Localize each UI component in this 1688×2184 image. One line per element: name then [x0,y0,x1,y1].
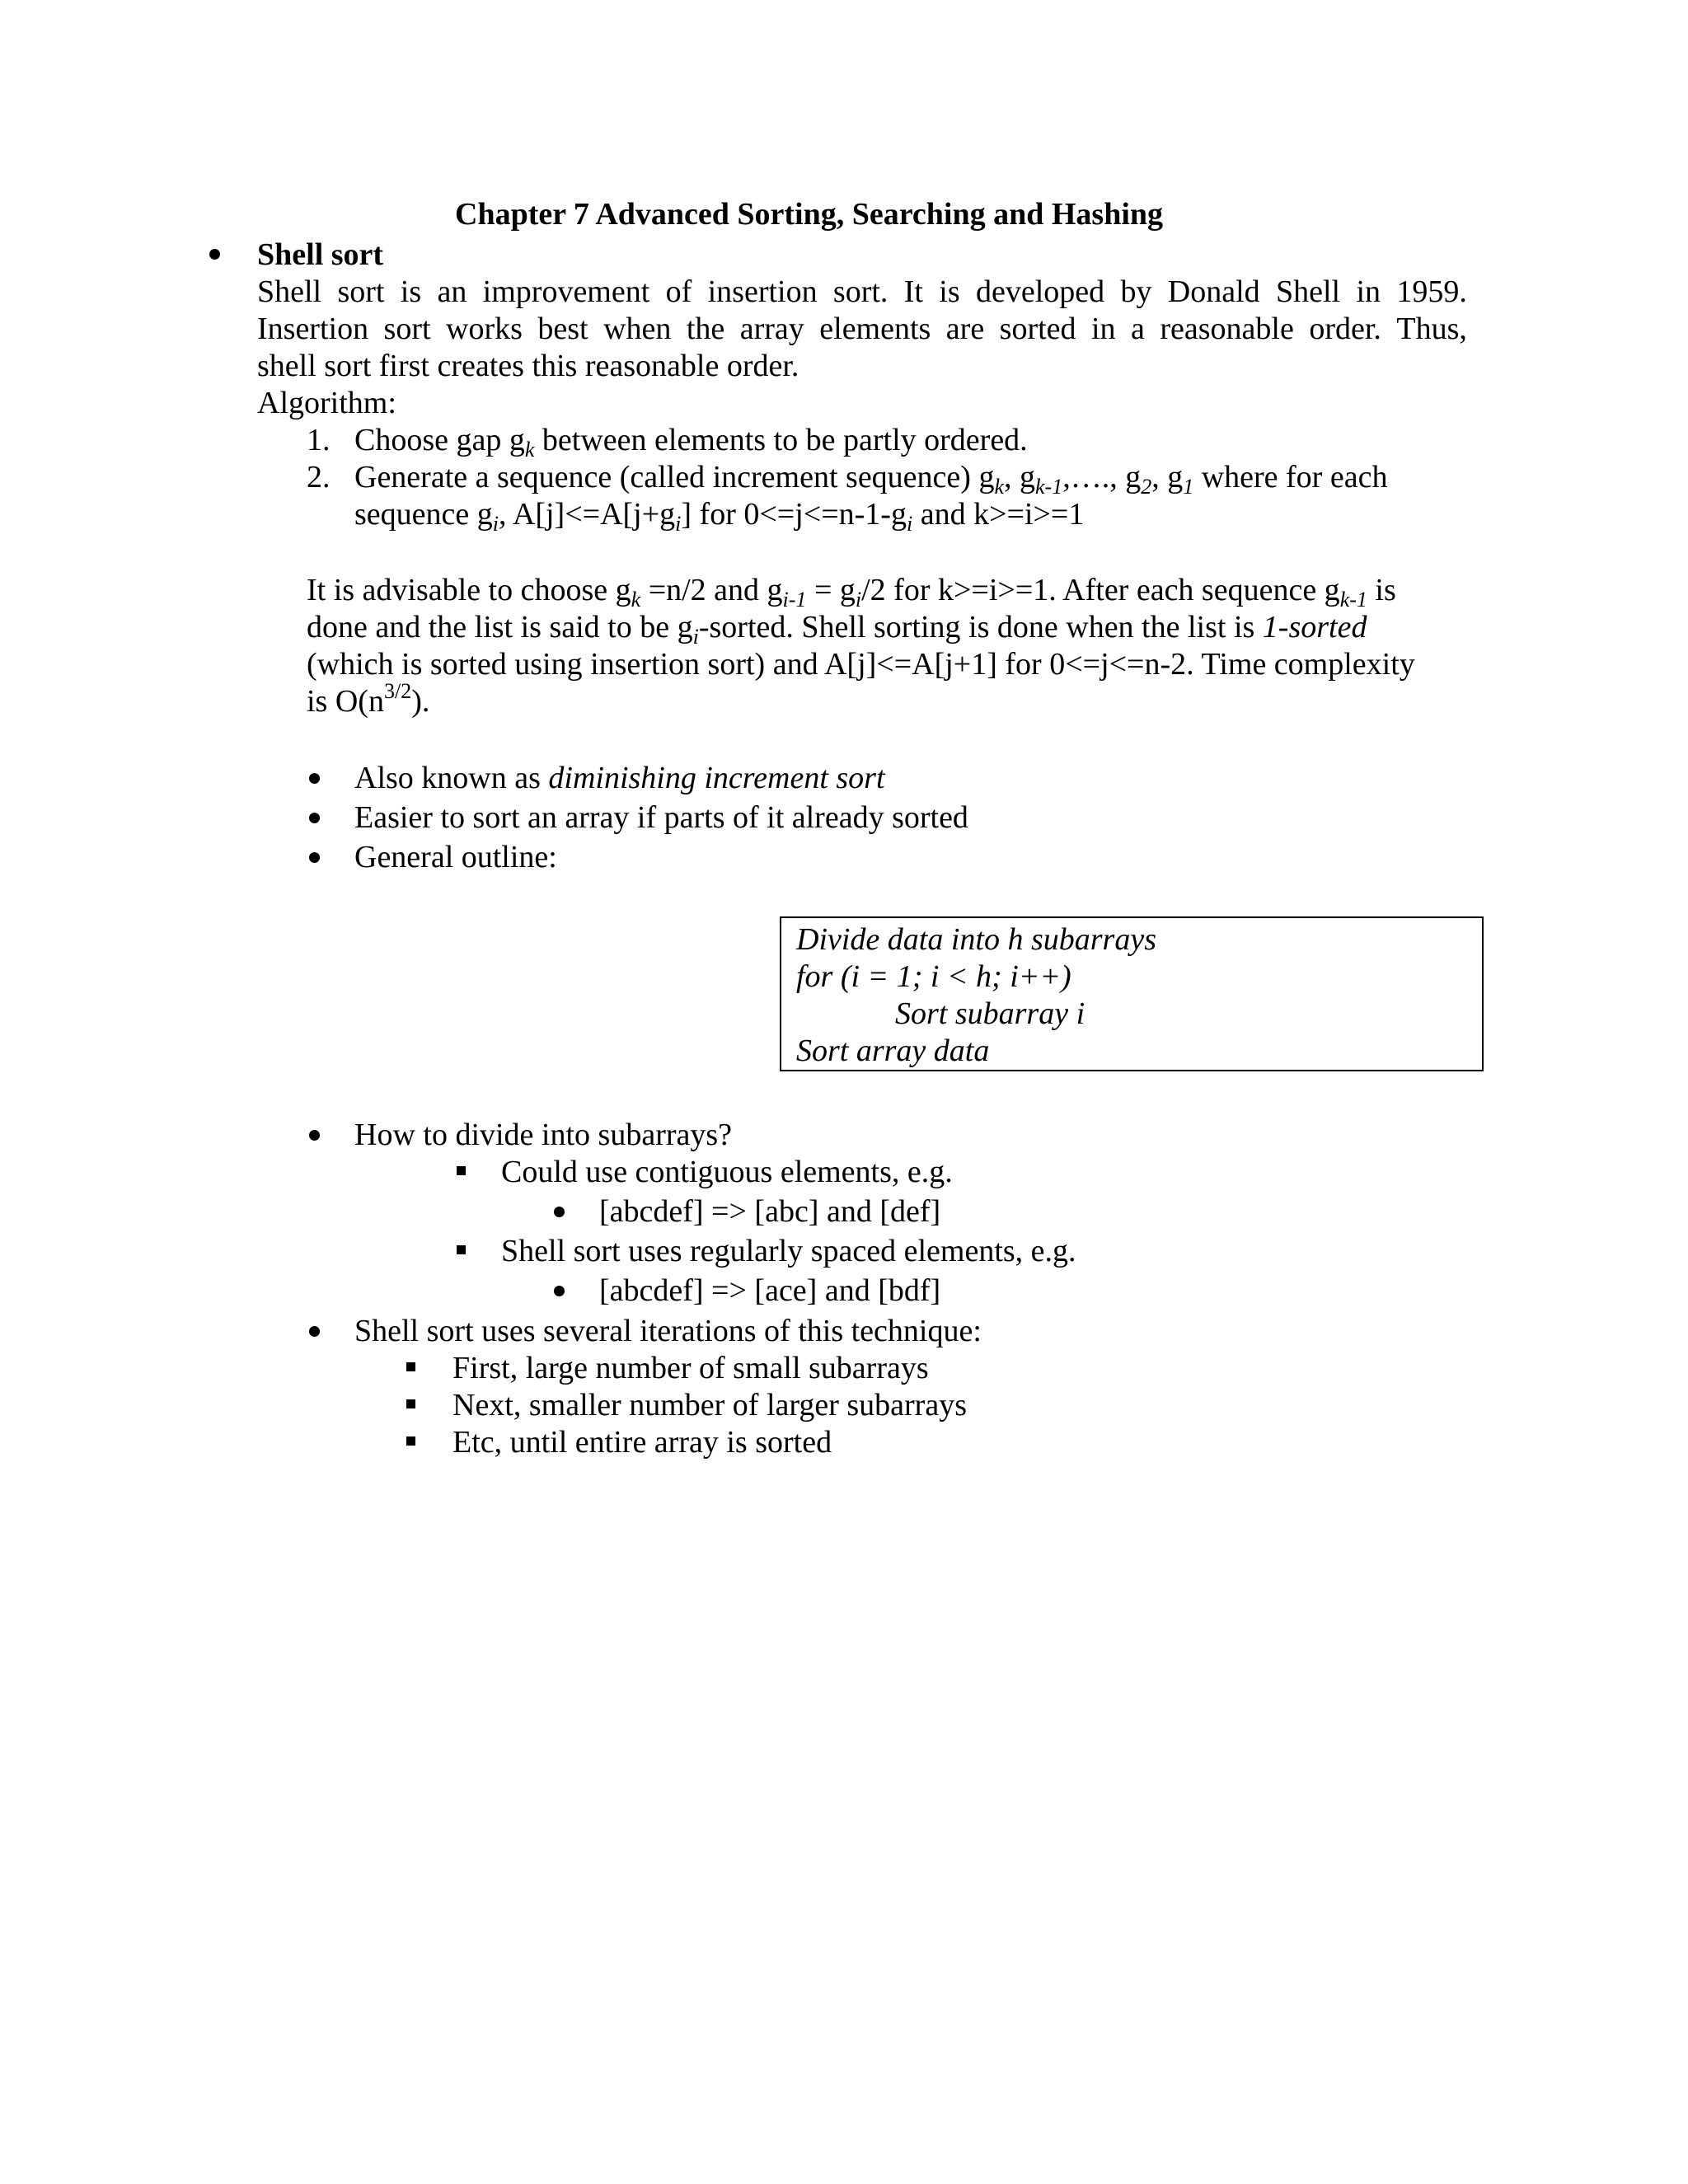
bullet-dot [554,1286,565,1296]
code-line: Divide data into h subarrays [796,922,1156,957]
bullet-square [406,1436,415,1446]
intro-word: an [437,274,467,309]
intro-word: by [1120,274,1152,309]
intro-word: It [903,274,923,309]
example-contiguous: [abcdef] => [abc] and [def] [599,1194,941,1229]
intro-word: Shell [257,274,322,309]
step-1-text: Choose gap $g_k$ between elements to be partly ordered. [354,423,1028,462]
sub-bullet-contiguous: Could use contiguous elements, e.g. [501,1155,953,1189]
intro-word: sort [383,312,431,346]
intro-word: are [945,312,985,346]
intro-word: sort [337,274,385,309]
intro-line-3: shell sort first creates this reasonable order. [257,349,799,383]
intro-word: elements [819,312,931,346]
advice-line-4: is $O(n^{3/2})$. [307,679,430,719]
bullet-square [457,1166,466,1175]
intro-word: when [603,312,672,346]
intro-word: Shell [1276,274,1341,309]
intro-word: Thus, [1396,312,1467,346]
intro-word: improvement [482,274,650,309]
intro-word: of [665,274,692,309]
intro-word: sorted [999,312,1076,346]
advice-line-1: It is advisable to choose $g_k =n/2$ and $g_{i-1} = g_i/2$ for k>=i>=1. After each sequence $g_{k-1}$ is [307,573,1396,612]
step-number: 1. [307,423,331,457]
iteration-step: First, large number of small subarrays [452,1351,929,1385]
intro-word: Insertion [257,312,369,346]
intro-word: order. [1309,312,1381,346]
intro-word: works [446,312,523,346]
bullet-iterations: Shell sort uses several iterations of this technique: [354,1314,982,1348]
sub-bullet-spaced: Shell sort uses regularly spaced elements, e.g. [501,1234,1076,1268]
iteration-step: Etc, until entire array is sorted [452,1425,832,1460]
section-heading: Shell sort [257,237,384,272]
code-line: Sort subarray i [895,996,1085,1031]
bullet-divide-question: How to divide into subarrays? [354,1118,733,1152]
advice-line-3: (which is sorted using insertion sort) and A[j]<=A[j+1] for 0<=j<=n-2. Time complexity [307,647,1415,682]
algorithm-label: Algorithm: [257,386,396,420]
intro-word: Donald [1167,274,1260,309]
intro-word: developed [975,274,1105,309]
bullet-diminishing: Also known as diminishing increment sort [354,761,885,795]
intro-word: a [1131,312,1145,346]
bullet-dot [309,813,320,823]
bullet-dot [309,1326,320,1337]
intro-word: 1959. [1396,274,1467,309]
bullet-dot [309,773,320,784]
intro-word: best [537,312,588,346]
intro-word: is [939,274,960,309]
intro-line-2 [257,311,1467,348]
step-2-text: Generate a sequence (called increment sequence) $g_k$, $g_{k-1},\dots$., $g_2$, $g_1$ where for each [354,460,1388,499]
example-spaced: [abcdef] => [ace] and [bdf] [599,1273,941,1308]
iteration-step: Next, smaller number of larger subarrays [452,1388,967,1422]
outline-code-box [780,916,1484,1071]
bullet-square [406,1399,415,1408]
intro-word: is [400,274,422,309]
bullet-square [457,1245,466,1254]
intro-word: reasonable [1160,312,1294,346]
intro-word: in [1091,312,1116,346]
intro-word: sort. [832,274,889,309]
intro-word: array [739,312,804,346]
intro-line-1 [257,274,1467,311]
bullet-easier: Easier to sort an array if parts of it already sorted [354,800,968,835]
bullet-dot [209,249,220,260]
step-2-text-cont: sequence $g_i$, $A[j]<=A[j+g_i]$ for $0<=j<=n-1-g_i$ and k>=i>=1 [354,497,1085,536]
bullet-dot [554,1207,565,1217]
page-title: Chapter 7 Advanced Sorting, Searching and Hashing [455,197,1164,232]
bullet-square [406,1362,415,1371]
step-number: 2. [307,460,331,494]
code-line: Sort array data [796,1033,990,1068]
code-line: for (i = 1; i < h; i++) [796,959,1071,994]
bullet-outline: General outline: [354,840,557,874]
intro-word: in [1356,274,1381,309]
advice-line-2: done and the list is said to be $g_i$-sorted. Shell sorting is done when the list is 1-sorted [307,610,1367,649]
intro-word: insertion [707,274,818,309]
bullet-dot [309,852,320,863]
intro-word: the [686,312,725,346]
bullet-dot [309,1130,320,1141]
